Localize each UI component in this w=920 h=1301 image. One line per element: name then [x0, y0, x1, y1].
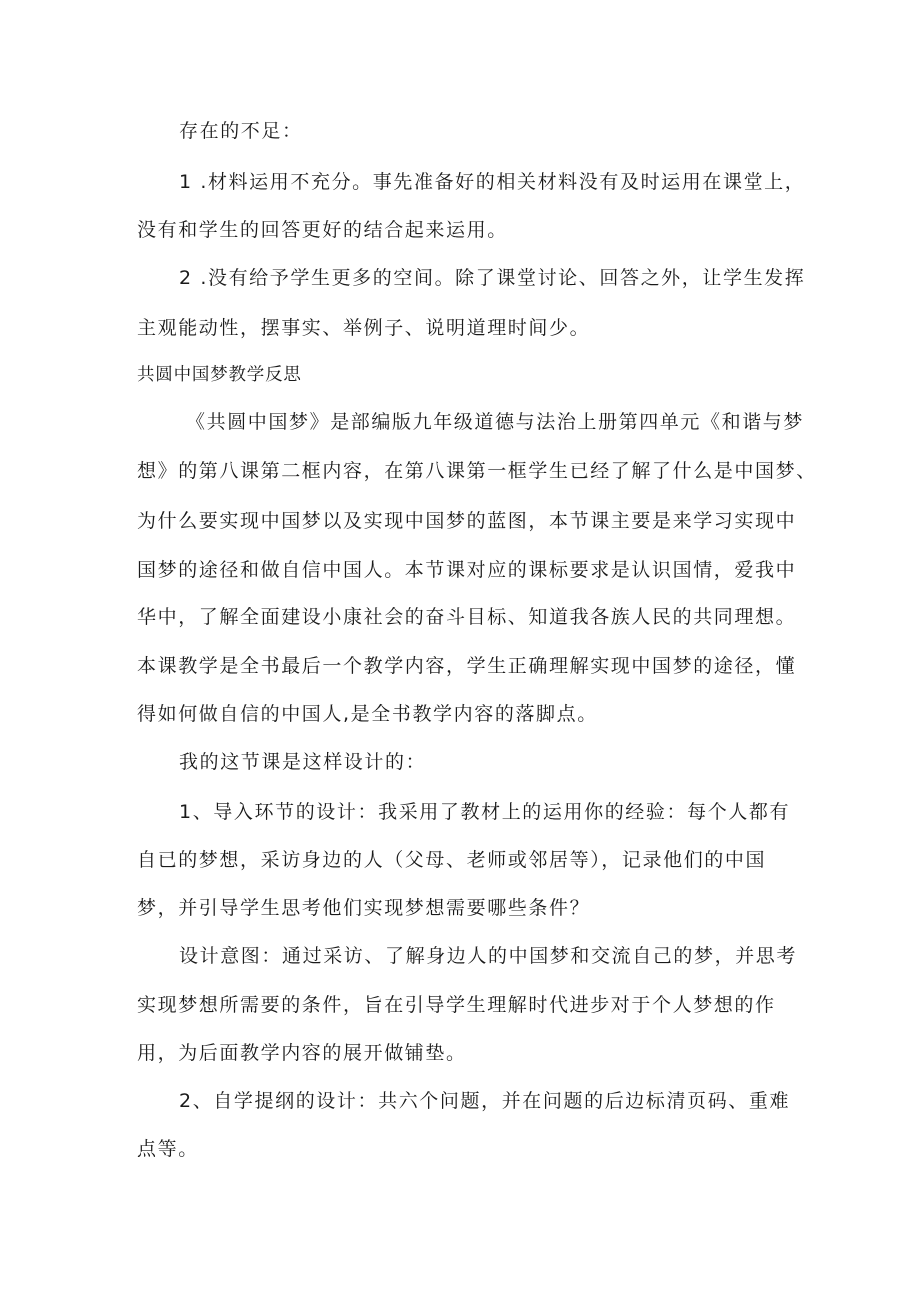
paragraph-line: 梦，并引导学生思考他们实现梦想需要哪些条件？ — [137, 897, 591, 919]
paragraph-line: 《共圆中国梦》是部编版九年级道德与法治上册第四单元《和谐与梦 — [186, 411, 805, 433]
paragraph-line: 1 .材料运用不充分。事先准备好的相关材料没有及时运用在课堂上， — [179, 171, 806, 193]
paragraph-line: 点等。 — [137, 1138, 199, 1160]
paragraph-line: 用，为后面教学内容的展开做铺垫。 — [137, 1042, 467, 1064]
section-heading-shortcomings: 存在的不足： — [179, 120, 303, 142]
paragraph-line: 1、导入环节的设计：我采用了教材上的运用你的经验：每个人都有 — [179, 801, 791, 823]
paragraph-line: 为什么要实现中国梦以及实现中国梦的蓝图，本节课主要是来学习实现中 — [137, 510, 797, 532]
paragraph-line: 本课教学是全书最后一个教学内容，学生正确理解实现中国梦的途径，懂 — [137, 655, 797, 677]
paragraph-line: 华中，了解全面建设小康社会的奋斗目标、知道我各族人民的共同理想。 — [137, 606, 797, 628]
paragraph-line: 2、自学提纲的设计：共六个问题，并在问题的后边标清页码、重难 — [179, 1090, 791, 1112]
paragraph-line: 没有和学生的回答更好的结合起来运用。 — [137, 219, 508, 241]
paragraph-line: 主观能动性，摆事实、举例子、说明道理时间少。 — [137, 317, 591, 339]
paragraph-line: 设计意图：通过采访、了解身边人的中国梦和交流自己的梦，并思考 — [179, 945, 798, 967]
paragraph-line: 国梦的途径和做自信中国人。本节课对应的课标要求是认识国情，爱我中 — [137, 559, 797, 581]
paragraph-line: 得如何做自信的中国人,是全书教学内容的落脚点。 — [137, 703, 598, 725]
paragraph-line: 实现梦想所需要的条件，旨在引导学生理解时代进步对于个人梦想的作 — [137, 994, 776, 1016]
document-title: 共圆中国梦教学反思 — [137, 365, 302, 385]
paragraph-line: 想》的第八课第二框内容，在第八课第一框学生已经了解了什么是中国梦、 — [137, 460, 817, 482]
paragraph-line: 2 .没有给予学生更多的空间。除了课堂讨论、回答之外，让学生发挥 — [179, 267, 806, 289]
paragraph-line: 我的这节课是这样设计的： — [179, 751, 427, 773]
paragraph-line: 自已的梦想，采访身边的人（父母、老师或邻居等），记录他们的中国 — [137, 849, 767, 871]
